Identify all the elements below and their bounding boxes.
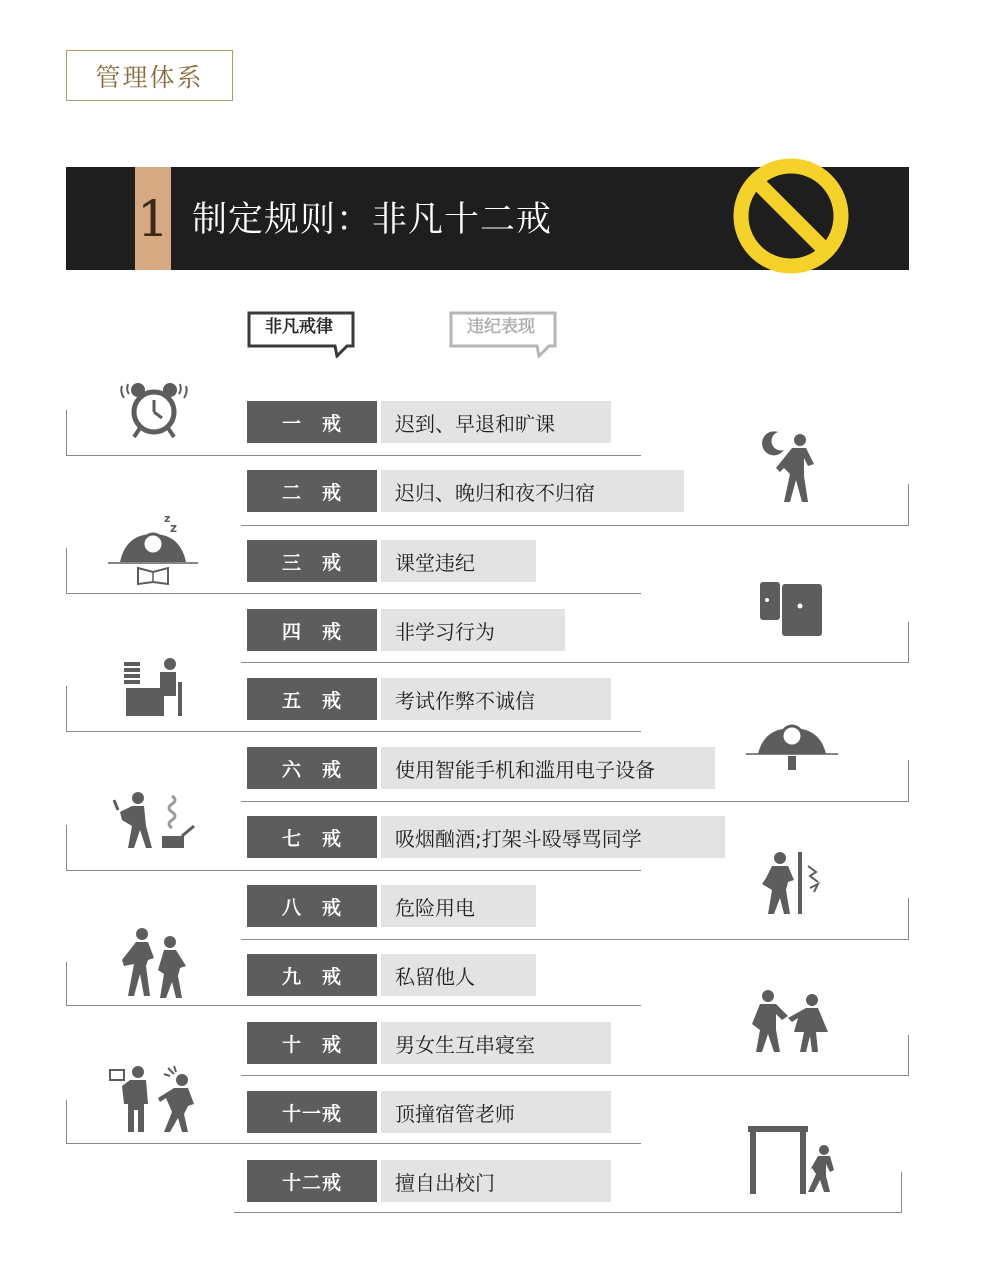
rule-label: 十 戒 (247, 1022, 377, 1064)
legend-rules-label: 非凡戒律 (265, 317, 333, 337)
legend-rules (247, 310, 357, 358)
section-number: 1 (135, 167, 171, 270)
rule-text: 使用智能手机和滥用电子设备 (381, 747, 715, 789)
smoking-icon (110, 790, 198, 852)
rule-label: 九 戒 (247, 954, 377, 996)
rule-label: 十二戒 (247, 1160, 377, 1202)
rule-label: 五 戒 (247, 678, 377, 720)
rule-label: 八 戒 (247, 885, 377, 927)
legend-violations (449, 310, 559, 358)
svg-text:z: z (170, 521, 177, 535)
sleeping-student-icon (106, 512, 200, 586)
section-tag: 管理体系 (66, 50, 233, 101)
rule-text: 男女生互串寝室 (381, 1022, 611, 1064)
rule-text: 私留他人 (381, 954, 536, 996)
legend-violations-label: 违纪表现 (467, 317, 535, 337)
rule-text: 课堂违纪 (381, 540, 536, 582)
page-title: 制定规则：非凡十二戒 (192, 200, 553, 240)
rule-text: 迟到、早退和旷课 (381, 401, 611, 443)
electric-shock-icon (758, 850, 824, 916)
rule-text: 顶撞宿管老师 (381, 1091, 611, 1133)
prohibit-icon (733, 158, 853, 278)
svg-text:z: z (164, 512, 171, 525)
two-people-icon (112, 926, 192, 998)
rule-text: 考试作弊不诚信 (381, 678, 611, 720)
night-walker-icon (762, 428, 822, 504)
rule-text: 危险用电 (381, 885, 536, 927)
rule-label: 四 戒 (247, 609, 377, 651)
rule-label: 十一戒 (247, 1091, 377, 1133)
doors-icon (758, 580, 824, 638)
rule-text: 擅自出校门 (381, 1160, 611, 1202)
rule-label: 三 戒 (247, 540, 377, 582)
boy-girl-icon (748, 988, 834, 1054)
alarm-clock-icon (118, 378, 190, 440)
rule-label: 二 戒 (247, 470, 377, 512)
argument-icon (108, 1064, 198, 1134)
cheating-desk-icon (122, 656, 186, 718)
rule-label: 七 戒 (247, 816, 377, 858)
rule-label: 一 戒 (247, 401, 377, 443)
leaving-gate-icon (746, 1124, 838, 1196)
rule-text: 非学习行为 (381, 609, 565, 651)
rule-text: 迟归、晚归和夜不归宿 (381, 470, 684, 512)
rule-text: 吸烟酗酒;打架斗殴辱骂同学 (381, 816, 725, 858)
rule-label: 六 戒 (247, 747, 377, 789)
phone-user-icon (744, 718, 840, 772)
